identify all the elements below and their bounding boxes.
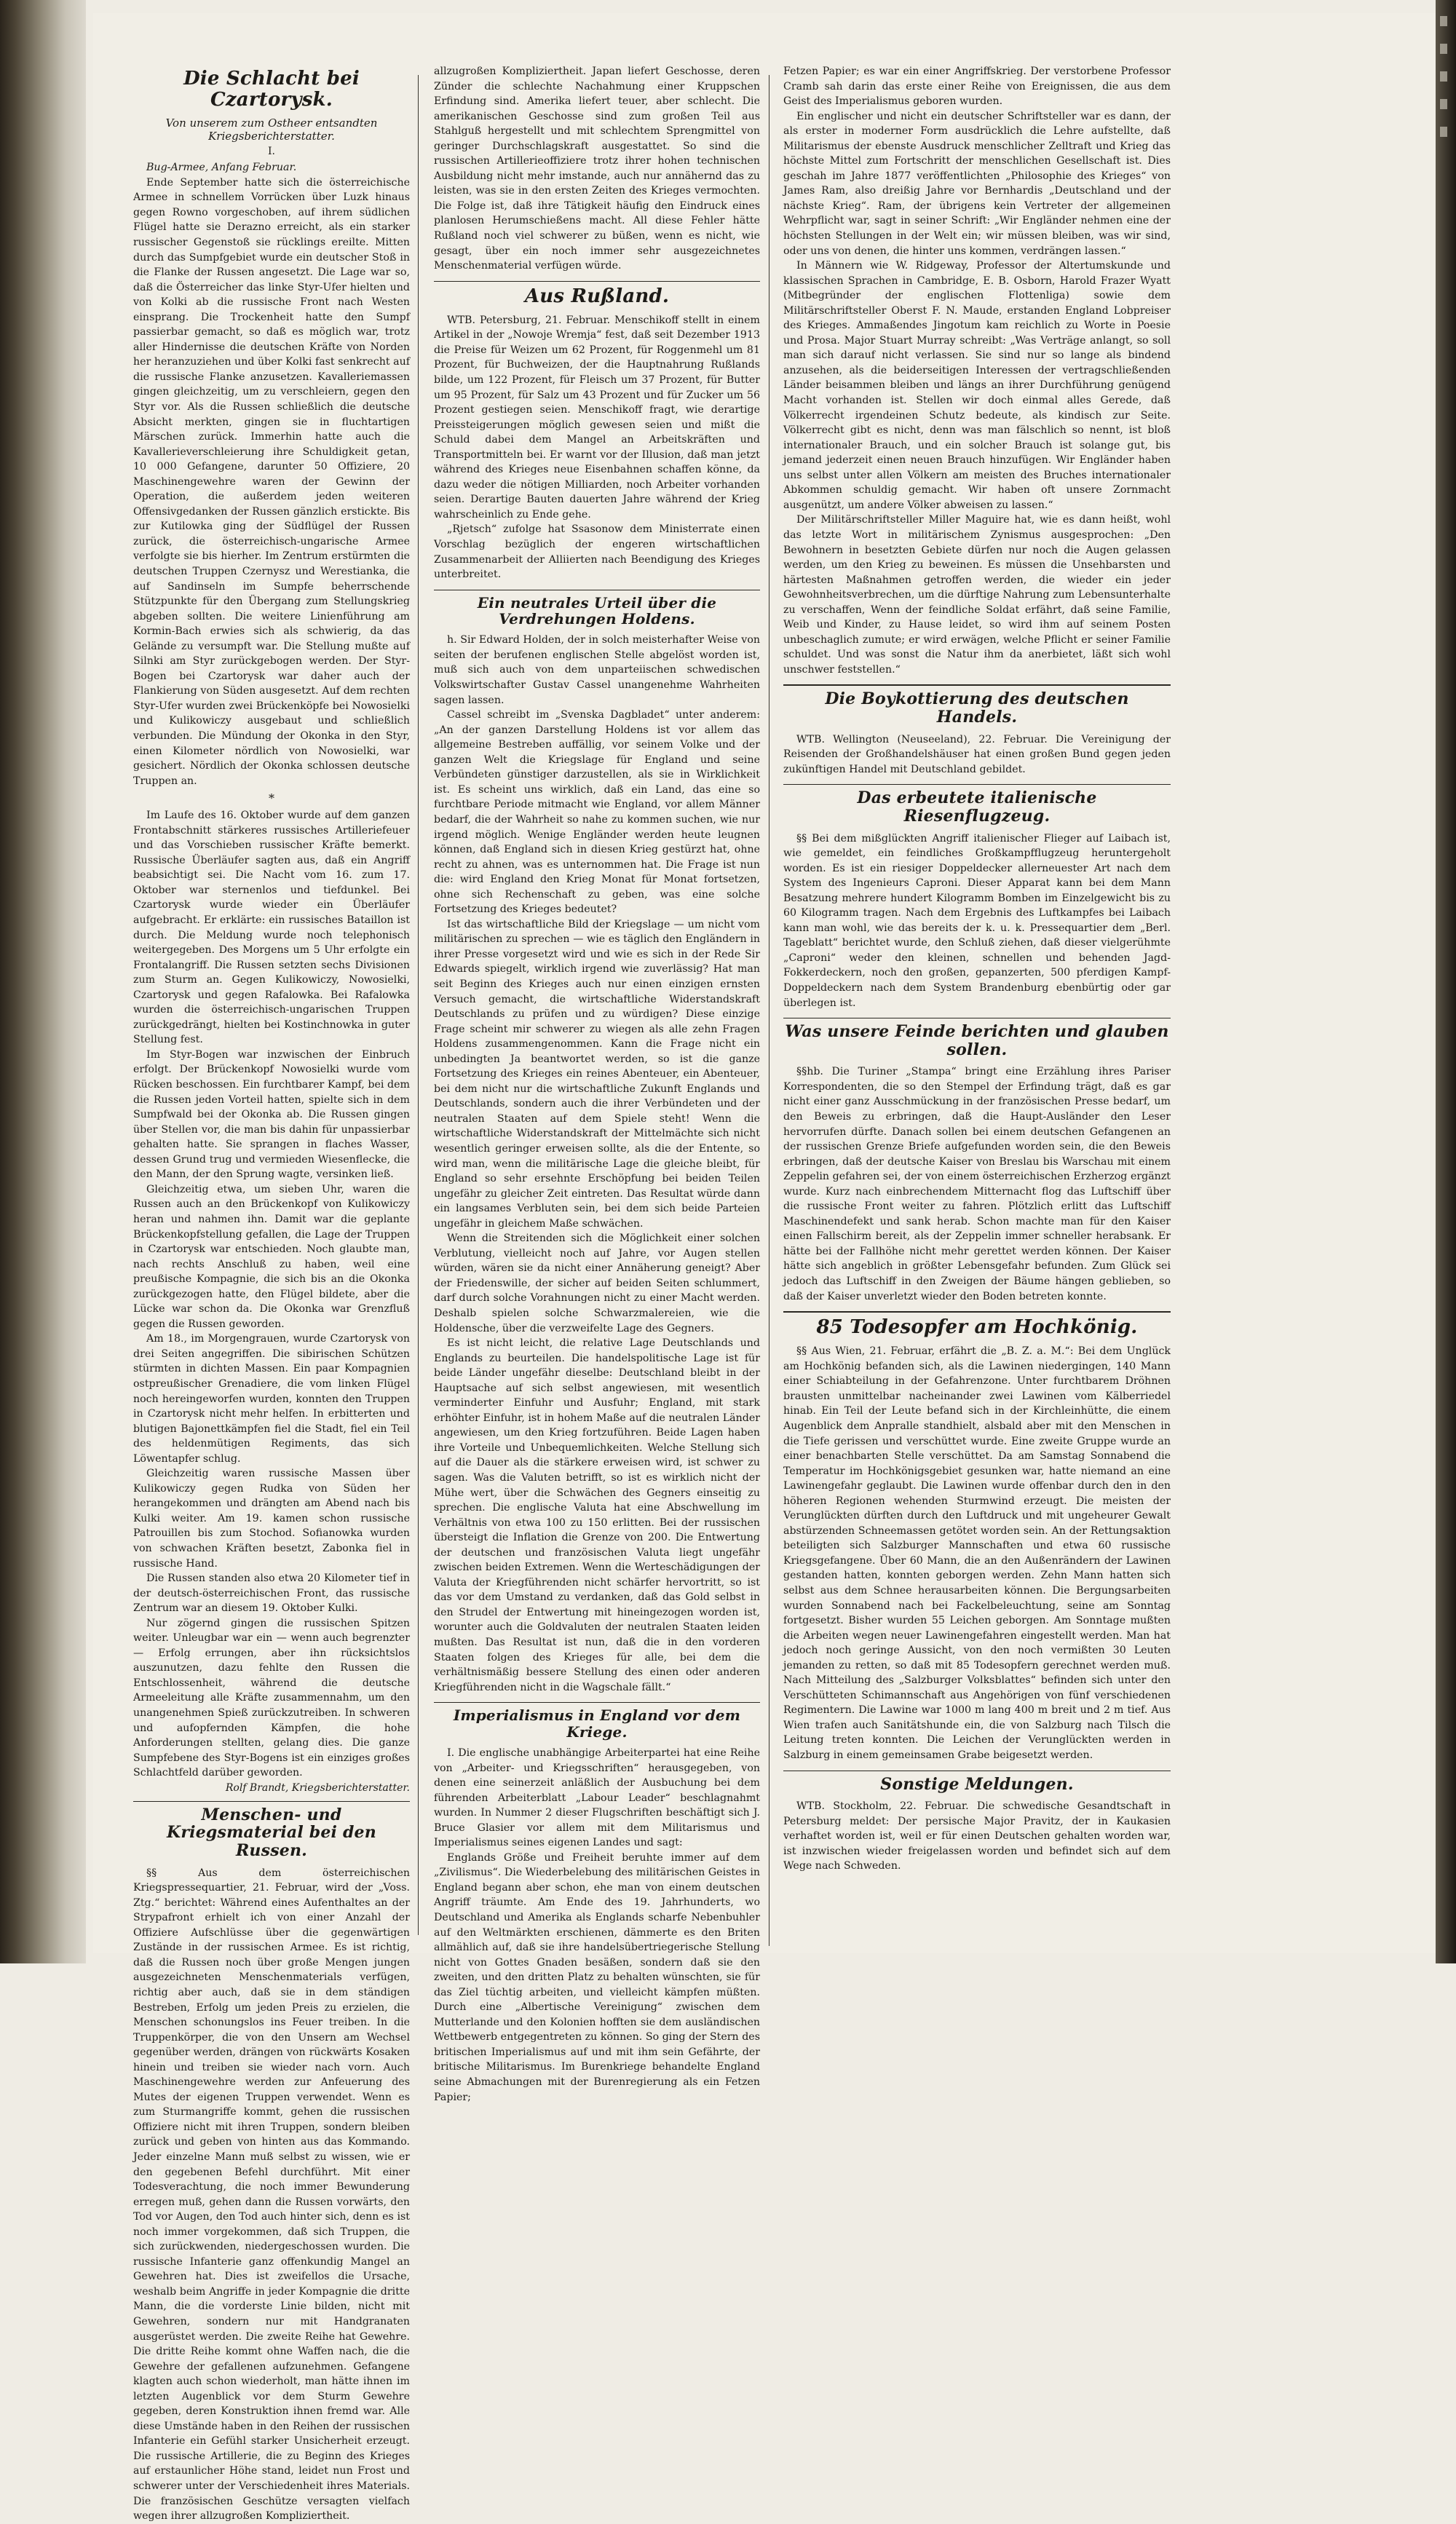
article-divider [783,684,1171,686]
article-title-riesenflugzeug: Das erbeutete italienische Riesenflugzeug. [857,788,1097,826]
author-signature: Rolf Brandt, Kriegsberichterstatter. [225,1781,410,1794]
column-rule-1 [418,75,419,1935]
paragraph: In Männern wie W. Ridgeway, Professor der Altertumskunde und klassischen Sprachen in Cambridge, E. B. Osborn, Harold Frazer Wyatt (Mitbegründer der englischen Flottenliga) sowie dem Militärschriftsteller Oberst F. N. Maude, erstanden England Lobpreiser des Krieges. Ammaßendes Jingotum kam reichlich zu Worte in Poesie und Prosa. Major Stuart Murray schreibt: „Was Verträge anlangt, so soll man sich darauf nicht verlassen. Sie sind nur so lange als bindend anzusehen, als die beiderseitigen Interessen der vertragschließenden Länder beisammen bleiben und längs an ihrer Durchführung genügend Macht vorhanden ist. Stellen wir doch einmal alles Gerede, daß Völkerrecht irgendeinen Schutz bedeute, als kindisch zur Seite. Völkerrecht gibt es nicht, denn was man fälschlich so nennt, ist bloß internationaler Brauch, und ein solcher Brauch ist solange gut, bis jemand jederzeit einen neuen Brauch hinzufügen. Wir Engländer haben uns selbst unter allen Völkern am meisten des Bruches internationaler Abkommen schuldig gemacht. Wir haben oft unsere Zornmacht ausgenützt, um andere Völker abweisen zu lassen.“ [783,260,1171,511]
column-1 [133,64,410,2523]
paragraph: Ende September hatte sich die österreichische Armee in schnellem Vorrücken über Luzk hinaus gegen Rowno vorgeschoben, auf ihrem südlichen Flügel hatte sie Derazno erreicht, als ein starker russischer Gegenstoß sie rücklings ereilte. Mitten durch das Sumpfgebiet wurde ein deutscher Stoß in die Flanke der Russen angesetzt. Die Lage war so, daß die Österreicher das linke Styr-Ufer hielten und von Kolki ab die russische Front nach Westen einsprang. Die Trockenheit hatte den Sumpf passierbar gemacht, so daß es möglich war, trotz aller Hindernisse die deutschen Kräfte von Norden her heranzuziehen und über Kolki fast senkrecht auf die russische Flanke anzusetzen. Kavalleriemassen gingen gleichzeitig, um zu verschleiern, gegen den Styr vor. Als die Russen schließlich die deutsche Absicht merkten, gingen sie in fluchtartigen Märschen zurück. Immerhin hatte auch die Kavallerieverschleierung ihre Schuldigkeit getan, 10 000 Gefangene, darunter 50 Offiziere, 20 Maschinengewehre waren der Gewinn der Operation, die außerdem jeden weiteren Offensivgedanken der Russen gänzlich erstickte. Bis zur Kutilowka ging der Südflügel der Russen zurück, die österreichisch-ungarische Armee verfolgte sie bis hierher. Im Zentrum erstürmten die deutschen Truppen Czernysz und Werestianka, die auf Sandinseln im Sumpfe beherrschende Stützpunkte für den Übergang zum Stellungskrieg abgeben sollten. Die weitere Linienführung am Kormin-Bach erwies sich als schwierig, da das Gelände zu versumpft war. Die Stellung mußte auf Silnki am Styr zurückgebogen werden. Der Styr-Bogen bei Czartorysk war daher auch der Flankierung von Süden ausgesetzt. Auf dem rechten Styr-Ufer wurden zwei Brückenköpfe bei Nowosielki und Kulikowiczy ausgebaut und schließlich verbunden. Die Mündung der Okonka in den Styr, einen Kilometer nördlich von Nowosielki, war gesichert. Nördlich der Okonka schlossen deutsche Truppen an. [133,176,410,787]
paragraph: Cassel schreibt im „Svenska Dagbladet“ unter anderem: „An der ganzen Darstellung Holdens ist vor allem das allgemeine Bestreben auffällig, vor seinem Volke und der ganzen Welt die Kriegslage für England und seine Verbündeten günstiger darzustellen, als sie in Wirklichkeit ist. Es scheint uns wirklich, daß ein Land, das eine so furchtbare Periode mitmacht wie England, vor allem Männer bedarf, die der Wahrheit so nahe zu kommen suchen, wie nur irgend möglich. Wenige Engländer werden heute leugnen können, daß England sich in diesen Krieg gestürzt hat, ohne recht zu ahnen, was es unternommen hat. Die Frage ist nun die: wird England den Krieg Monat für Monat fortsetzen, ohne sich Rechenschaft zu geben, was eine solche Fortsetzung des Krieges bedeutet? [434,709,760,916]
article-title-aus-russland: Aus Rußland. [524,285,670,307]
article-title-boykottierung: Die Boykottierung des deutschen Handels. [825,689,1129,727]
newspaper-page [93,13,1436,2523]
column-3 [783,64,1171,1942]
paragraph: WTB. Petersburg, 21. Februar. Menschikoff stellt in einem Artikel in der „Nowoje Wremja“ fest, daß seit Dezember 1913 die Preise für Weizen um 62 Prozent, für Roggenmehl um 81 Prozent, für Buchweizen, der die Hauptnahrung Rußlands bilde, um 122 Prozent, für Fleisch um 37 Prozent, für Butter um 95 Prozent, für Salz um 43 Prozent und für Zucker um 56 Prozent gestiegen seien. Menschikoff fragt, wie derartige Preissteigerungen möglich gewesen seien und mißt die Schuld dabei dem Mangel an Arbeitskräften und Transportmitteln bei. Er warnt vor der Illusion, daß man jetzt während des Krieges neue Eisenbahnen schaffen könne, da dazu weder die nötigen Milliarden, noch Arbeiter vorhanden seien. Derartige Bauten dauerten Jahre während der Krieg wahrscheinlich zu Ende gehe. [434,314,760,521]
article-divider [434,281,760,282]
paragraph: „Rjetsch“ zufolge hat Ssasonow dem Ministerrate einen Vorschlag bezüglich der engeren wirtschaftlichen Zusammenarbeit der Alliierten nach Beendigung des Krieges unterbreitet. [434,523,760,581]
article-title-holden: Ein neutrales Urteil über die Verdrehungen Holdens. [477,593,717,628]
article-title-feinde-berichten: Was unsere Feinde berichten und glauben sollen. [785,1022,1169,1059]
article-divider [133,1801,410,1802]
section-asterisk: * [269,791,274,806]
paragraph: §§ Aus dem österreichischen Kriegspressequartier, 21. Februar, wird der „Voss. Ztg.“ berichtet: Während eines Aufenthaltes an der Strypafront erhielt ich von einer Anzahl der Offiziere Aufschlüsse über die gegenwärtigen Zustände in der russischen Armee. Es ist richtig, daß die Russen noch über große Mengen jungen ausgezeichneten Menschenmaterials verfügen, richtig aber auch, daß sie in dem ständigen Bestreben, Erfolg um jeden Preis zu erzielen, die Menschen schonungslos ins Feuer treiben. In die Truppenkörper, die von den Unsern am Wechsel gegenüber werden, drängen von rückwärts Kosaken hinein und treiben sie wieder nach vorn. Auch Maschinengewehre werden zur Anfeuerung des Mutes der eigenen Truppen verwendet. Wenn es zum Sturmangriffe kommt, gehen die russischen Offiziere nicht mit ihren Truppen, sondern bleiben zurück und geben von hinten aus das Kommando. Jeder einzelne Mann muß selbst zu wissen, wie er den gegebenen Befehl durchführt. Mit einer Todesverachtung, die noch immer Bewunderung erregen muß, gehen dann die Russen vorwärts, den Tod vor Augen, den Tod auch hinter sich, denn es ist noch immer vorgekommen, daß sich Truppen, die sich zurückwenden, niedergeschossen wurden. Die russische Infanterie ganz offenkundig Mangel an Gewehren hat. Dies ist zweifellos die Ursache, weshalb beim Angriffe in jeder Kompagnie die dritte Mann, die die vorderste Linie bilden, nicht mit Gewehren, sondern nur mit Handgranaten ausgerüstet werden. Die zweite Reihe hat Gewehre. Die dritte Reihe kommt ohne Waffen nach, die die Gewehre der gefallenen aufzunehmen. Gefangene klagten auch schon wiederholt, man hätte ihnen im letzten Augenblick vor dem Sturm Gewehre gegeben, deren Konstruktion ihnen fremd war. Alle diese Umstände haben in den Reihen der russischen Infanterie ein Gefühl starker Unsicherheit erzeugt. Die russische Artillerie, die zu Beginn des Krieges auf erstaunlicher Höhe stand, leidet nun Frost und schwerer unter der Verschiedenheit ihres Materials. Die französischen Geschütze versagten vielfach wegen ihrer allzugroßen Kompliziertheit. [133,1867,410,2523]
article-title-hochkoenig: 85 Todesopfer am Hochkönig. [816,1316,1138,1339]
paragraph: Der Militärschriftsteller Miller Maguire hat, wie es dann heißt, wohl das letzte Wort in militärischem Zynismus ausgesprochen: „Den Bewohnern in besetzten Gebiete dürfen nur noch die Augen gelassen werden, um den Krieg zu beweinen. Es müssen die Unsehbarsten und härtesten Maßnahmen getroffen werden, die wieder ein jeder Gewohnheitsverbrechen, um die dürftige Nahrung zum Lebensunterhalte zu verschaffen, Wenn der feindliche Soldat erfährt, daß seine Familie, Weib und Kinder, zu Hause leidet, so wird ihm auf seinem Posten unbeschaglich zumute; er wird erwägen, welche Pflicht er seiner Familie schuldet. Und was sonst die Natur ihm da anerbietet, läßt sich wohl unschwer feststellen.“ [783,514,1171,676]
column-2 [434,64,760,2103]
paragraph: Nur zögernd gingen die russischen Spitzen weiter. Unleugbar war ein — wenn auch begrenzter — Erfolg errungen, aber ihn rücksichtslos auszunutzen, dazu fehlte den Russen die Entschlossenheit, während die deutsche Armeeleitung alle Kräfte zusammennahm, um den unangenehmen Spieß zurückzutreiben. In schweren und aufopfernden Kämpfen, die hohe Anforderungen stellten, gelang dies. Die ganze Sumpfebene des Styr-Bogens ist ein einziges großes Schlachtfeld darüber geworden. [133,1617,410,1779]
paragraph: allzugroßen Kompliziertheit. Japan liefert Geschosse, deren Zünder die schlechte Nachahmung einer Kruppschen Erfindung sind. Amerika liefert teuer, aber schlecht. Die amerikanischen Geschosse sind zum großen Teil aus Stahlguß hergestellt und mit schlechtem Sprengmittel von geringer Durchschlagskraft ausgestattet. So sind die russischen Artillerieoffiziere trotz ihrer hohen technischen Ausbildung nicht mehr imstande, auch nur annähernd das zu leisten, was sie in den ersten Zeiten des Krieges vermochten. Die Folge ist, daß ihre Tätigkeit häufig den Eindruck eines planlosen Herumschießens macht. All diese Fehler hätte Rußland noch viel schwerer zu büßen, wenn es nicht, wie gesagt, über ein noch immer sehr ausgezeichnetes Menschenmaterial verfügen würde. [434,66,760,272]
dateline: Bug-Armee, Anfang Februar. [146,162,297,174]
paragraph: Die Russen standen also etwa 20 Kilometer tief in der deutsch-österreichischen Front, das russische Zentrum war an diesem 19. Oktober Kulki. [133,1572,410,1615]
article-title-imperialismus: Imperialismus in England vor dem Kriege. [453,1706,741,1741]
article-divider [783,1311,1171,1313]
paragraph: Gleichzeitig waren russische Massen über Kulikowiczy gegen Rudka von Süden her herangekommen und drängten am Abend nach bis Kulki weiter. Am 19. kamen schon russische Patrouillen bis zum Stochod. Sofianowka wurden von schwachen Kräften besetzt, Zabonka fiel in russische Hand. [133,1468,410,1570]
paragraph: §§ Bei dem mißglückten Angriff italienischer Flieger auf Laibach ist, wie gemeldet, ein feindliches Großkampfflugzeug heruntergeholt worden. Es ist ein riesiger Doppeldecker allerneuester Art nach dem System des Ingenieurs Caproni. Dieser Apparat kann bei dem Mann Besatzung mehrere hundert Kilogramm Bomben im Einzelgewicht bis zu 60 Kilogramm tragen. Nach dem Ergebnis des Luftkampfes bei Laibach kann man wohl, wie das bereits der k. u. k. Pressequartier dem „Berl. Tageblatt“ berichtet wurde, den Schluß ziehen, daß dieser vielgerühmte „Caproni“ weder den kleinen, schnellen und behenden Jagd-Fokkerdeckern, noch den großen, gepanzerten, 500 pferdigen Kampf-Doppeldeckern nach dem System Brandenburg ebenbürtig oder gar überlegen ist. [783,832,1171,1009]
article-title-czartorysk: Die Schlacht bei Czartorysk. [183,68,360,111]
article-subtitle: Von unserem zum Ostheer entsandten Kriegsberichterstatter. [165,116,378,143]
paragraph: §§hb. Die Turiner „Stampa“ bringt eine Erzählung ihres Pariser Korrespondenten, die so den Stempel der Erfindung trägt, daß es gar nicht einer ganz Ausschmückung in der französischen Presse bedarf, um den Beweis zu erbringen, daß die Haupt-Ausländer den Leser hervorrufen dürfte. Danach sollen bei einem deutschen Gefangenen an der russischen Grenze Briefe aufgefunden worden sein, die den Beweis erbringen, daß der deutsche Kaiser von Breslau bis Warschau mit einem Zeppelin gefahren sei, der von einem österreichischen Erzherzog ergänzt wurde. Kurz nach einbrechendem Mitternacht flog das Luftschiff über die russische Front weiter zu fahren. Plötzlich erlitt das Luftschiff Maschinendefekt und sank herab. Schon machte man für den Kaiser einen Fallschirm bereit, als der Zeppelin immer schneller herabsank. Er hätte bei der Fallhöhe nicht mehr gerettet werden können. Der Kaiser hätte sich angeblich in größter Lebensgefahr befunden. Zum Glück sei jedoch das Luftschiff in den Zweigen der Bäume hängen geblieben, so daß der Kaiser unverletzt wieder den Boden betreten konnte. [783,1066,1171,1302]
paragraph: Im Laufe des 16. Oktober wurde auf dem ganzen Frontabschnitt stärkeres russisches Artilleriefeuer und das Vorschieben russischer Kräfte bemerkt. Russische Überläufer sagten aus, daß ein Angriff beabsichtigt sei. Die Nacht vom 16. zum 17. Oktober war sternenlos und tiefdunkel. Bei Czartorysk wurde wieder ein Überläufer aufgebracht. Er erklärte: ein russisches Bataillon ist durch. Die Meldung wurde noch telephonisch weitergegeben. Des Morgens um 5 Uhr erfolgte ein Frontalangriff. Die Russen setzten sechs Divisionen zum Sturm an. Gegen Kulikowiczy, Nowosielki, Czartorysk und gegen Rafalowka. Bei Rafalowka wurden die österreichisch-ungarischen Truppen zurückgedrängt, hielten bei Kostinchnowka in guter Stellung fest. [133,810,410,1046]
paragraph: §§ Aus Wien, 21. Februar, erfährt die „B. Z. a. M.“: Bei dem Unglück am Hochkönig befanden sich, als die Lawinen niedergingen, 140 Mann einer Schiabteilung in der Gefahrenzone. Unter furchtbarem Dröhnen brausten unmittelbar nacheinander zwei Lawinen vom Kälberriedel hinab. Ein Teil der Leute befand sich in der Kirchleinhütte, die einem Augenblick dem Anpralle standhielt, alsbald aber mit den Menschen in die Tiefe gerissen und verschüttet wurde. Eine zweite Gruppe wurde an einer benachbarten Stelle verschüttet. Da am Samstag Sonnabend die Temperatur im Hochkönigsgebiet gesunken war, hatte niemand an eine Lawinengefahr geglaubt. Die Lawinen wurde offenbar durch den in den höheren Regionen wehenden Sturmwind erzeugt. Die meisten der Verunglückten dürften durch den Luftdruck und mit ungeheurer Gewalt abstürzenden Schneemassen getötet worden sein. An der Rettungsaktion beteiligten sich Salzburger Mannschaften und etwa 60 russische Kriegsgefangene. Über 60 Mann, die an den Außenrändern der Lawinen gestanden hatten, konnten geborgen werden. Zehn Mann hatten sich selbst aus dem Schnee herausarbeiten können. Die Bergungsarbeiten wurden Sonnabend nach bei Fackelbeleuchtung, seine am Sonntag fortgesetzt. Bisher wurden 55 Leichen geborgen. Am Sonntage mußten die Arbeiten wegen neuer Lawinengefahren eingestellt werden. Man hat jedoch noch geringe Aussicht, von den noch vermißten 30 Leuten jemanden zu retten, so daß mit 85 Todesopfern gerechnet werden muß. Nach Mitteilung des „Salzburger Volksblattes“ befinden sich unter den Verschütteten Schimannschaft aus Angehörigen von fünf verschiedenen Regimentern. Die Lawine war 1000 m lang 400 m breit und 2 m tief. Aus Wien trafen auch Sanitätshunde ein, die von Salzburg nach Tilsch die Leitung treten konnten. Die Leichen der Verunglückten werden in Salzburg in einem gemeinsamen Grabe beigesetzt werden. [783,1345,1171,1761]
paragraph: Gleichzeitig etwa, um sieben Uhr, waren die Russen auch an den Brückenkopf von Kulikowiczy heran und nahmen ihn. Damit war die geplante Brückenkopfstellung gefallen, die Lage der Truppen in Czartorysk war entschieden. Noch glaubte man, nach rechts Anschluß zu haben, weil eine preußische Kompagnie, die sich bis an die Okonka zurückgezogen hatte, den Flügel bildete, aber die Lücke war schon da. Die Okonka war Grenzfluß gegen die Russen geworden. [133,1183,410,1330]
section-number: I. [268,146,275,158]
paragraph: Es ist nicht leicht, die relative Lage Deutschlands und Englands zu beurteilen. Die handelspolitische Lage ist für beide Länder ungefähr dieselbe: Deutschland bleibt in der Hauptsache auf sich selbst angewiesen, mit wesentlich verminderter Einfuhr und Ausfuhr; England, mit stark erhöhter Einfuhr, ist in hohem Maße auf die neutralen Länder angewiesen, um den Krieg fortzuführen. Beide Lagen haben ihre Vorteile und Unbequemlichkeiten. Welche Stellung sich auf die Dauer als die stärkere erweisen wird, ist schwer zu sagen. Was die Valuten betrifft, so ist es wirklich nicht der Mühe wert, über die Schwächen des Gegners einseitig zu sprechen. Die englische Valuta hat eine Abschwellung im Verhältnis von etwa 100 zu 150 erlitten. Bei der russischen übersteigt die Inflation die Grenze von 200. Die Entwertung der deutschen und französischen Valuta liegt ungefähr zwischen beiden Extremen. Wenn die Werteschädigungen der Valuta der Kriegführenden nicht schärfer hervortritt, so ist das vor dem Umstand zu verdanken, daß das Gold selbst in den Strudel der Entwertung mit hineingezogen worden ist, worunter auch die Goldvaluten der neutralen Staaten leiden mußten. Das Resultat ist nun, daß die in den vorderen Staaten folgen des Krieges für alle, bei dem die verhältnismäßig bessere Stellung des einen oder anderen Kriegführenden nicht in die Wagschale fällt.“ [434,1337,760,1693]
paragraph: Fetzen Papier; es war ein einer Angriffskrieg. Der verstorbene Professor Cramb sah darin das erste einer Reihe von Ereignissen, die aus dem Geist des Imperialismus geboren wurden. [783,66,1171,108]
paragraph: Englands Größe und Freiheit beruhte immer auf dem „Zivilismus“. Die Wiederbelebung des militärischen Geistes in England begann aber schon, ehe man von einem deutschen Angriff träumte. Am Ende des 19. Jahrhunderts, wo Deutschland und Amerika als Englands scharfe Nebenbuhler auf den Weltmärkten erschienen, dämmerte es den Briten allmählich auf, daß sie ihre handelsübertriegerische Stellung nicht von Gottes Gnaden besäßen, sondern daß sie den zweiten, und den dritten Platz zu behalten wünschten, sie für das Ziel tüchtig arbeiten, und vielleicht kämpfen müßten. Durch eine „Albertische Vereinigung“ zwischen dem Mutterlande und den Kolonien hofften sie dem ausländischen Wettbewerb entgegentreten zu können. So ging der Stern des britischen Imperialismus auf und mit ihm sein Gefährte, der britische Militarismus. Im Burenkriege behandelte England seine Abmachungen mit der Burenregierung als ein Fetzen Papier; [434,1851,760,2103]
paragraph: h. Sir Edward Holden, der in solch meisterhafter Weise von seiten der berufenen englischen Stelle abgelöst worden ist, muß sich auch von dem unparteiischen schwedischen Volkswirtschafter Gustav Cassel unangenehme Wahrheiten sagen lassen. [434,634,760,706]
article-title-sonstige-meldungen: Sonstige Meldungen. [880,1774,1074,1794]
article-divider [783,784,1171,785]
paragraph: Wenn die Streitenden sich die Möglichkeit einer solchen Verblutung, vielleicht noch auf Jahre, vor Augen stellen würden, wären sie da nicht einer Annäherung geneigt? Aber der Friedenswille, der sicher auf beiden Seiten schlummert, darf durch solche Vorahnungen nicht zu einer Macht werden. Deshalb spielen solche Schwarzmalereien, wie die Holdensche, über die verzweifelte Lage des Gegners. [434,1233,760,1334]
article-divider [434,1702,760,1703]
book-binding [0,0,86,1963]
paragraph: Ist das wirtschaftliche Bild der Kriegslage — um nicht vom militärischen zu sprechen — wie es täglich den Engländern in ihrer Presse vorgesetzt wird und wie es sich in der Rede Sir Edwards spiegelt, wirklich irgend wie zuverlässig? Hat man seit Beginn des Krieges auch nur einen einzigen ernsten Versuch gemacht, die wirtschaftliche Widerstandskraft Deutschlands zu prüfen und zu würdigen? Diese einzige Frage scheint mir schwerer zu wiegen als alle zehn Fragen Holdens zusammengenommen. Kann die Frage nicht ein unbedingten Ja beantwortet werden, so ist die ganze Fortsetzung des Krieges ein reines Abenteuer, ein Abenteuer, bei dem nicht nur die wirtschaftliche Zukunft Englands und Deutschlands, sondern auch die ihrer Verbündeten und der neutralen Staaten auf dem Spiele steht! Wenn die wirtschaftliche Widerstandskraft der Mittelmächte sich nicht wesentlich geringer erweisen sollte, als die der Entente, so wird man, wenn die militärische Lage die gleiche bleibt, für England so sehr ersehnte Erschöpfung bei beiden Teilen ungefähr zu gleicher Zeit eintreten. Das Resultat würde dann ein langsames Verbluten sein, bei dem sich beide Parteien ungefähr in gleichem Maße schwächen. [434,918,760,1230]
page-edge-strip [1436,0,1456,1963]
paragraph: WTB. Stockholm, 22. Februar. Die schwedische Gesandtschaft in Petersburg meldet: Der persische Major Pravitz, der in Kaukasien verhaftet worden ist, weil er für einen Deutschen gehalten worden war, ist inzwischen wieder freigelassen worden und befindet sich auf dem Wege nach Schweden. [783,1800,1171,1872]
paragraph: WTB. Wellington (Neuseeland), 22. Februar. Die Vereinigung der Reisenden der Großhandelshäuser hat einen großen Bund gegen jeden zukünftigen Handel mit Deutschland gebildet. [783,733,1171,775]
paragraph: Ein englischer und nicht ein deutscher Schriftsteller war es dann, der als erster in moderner Form ausdrücklich die Lehre aufstellte, daß Militarismus der ebenste Ausdruck menschlicher Zelltraft und Krieg das höchste Mittel zum Fortschritt der menschlichen Gesellschaft ist. Dies geschah im Jahre 1877 veröffentlichten „Philosophie des Krieges“ von James Ram, also dreißig Jahre vor Bernhardis „Deutschland und der nächste Krieg“. Ram, der übrigens kein Vertreter der allgemeinen Wehrpflicht war, sagt in seiner Schrift: „Wir Engländer nehmen eine der höchsten Stellungen in der Welt ein; wir müssen bleiben, was wir sind, oder uns von denen, die hinter uns kommen, verdrängen lassen.“ [783,110,1171,257]
paragraph: Am 18., im Morgengrauen, wurde Czartorysk von drei Seiten angegriffen. Die sibirischen Schützen stürmten in dichten Massen. Ein paar Kompagnien ostpreußischer Grenadiere, die vom linken Flügel noch hereingeworfen wurden, konnten den Truppen in Czartorysk nicht mehr helfen. In erbitterten und blutigen Bajonettkämpfen fiel die Stadt, fiel ein Teil des heldenmütigen Regiments, das sich Löwentapfer schlug. [133,1333,410,1465]
article-title-menschenmaterial: Menschen- und Kriegsmaterial bei den Russen. [167,1805,376,1860]
paragraph: I. Die englische unabhängige Arbeiterpartei hat eine Reihe von „Arbeiter- und Kriegsschriften“ herausgegeben, von denen eine seinerzeit anläßlich der Ausbuchung bei dem führenden Arbeiterblatt „Labour Leader“ beschlagnahmt wurden. In Nummer 2 dieser Flugschriften beschäftigt sich J. Bruce Glasier vor allem mit dem Militarismus und Imperialismus seines eigenen Landes und sagt: [434,1747,760,1849]
paragraph: Im Styr-Bogen war inzwischen der Einbruch erfolgt. Der Brückenkopf Nowosielki wurde vom Rücken beschossen. Ein furchtbarer Kampf, bei dem die Russen jeden Vorteil hatten, spielte sich in dem Sumpfwald bei der Okonka ab. Die Russen gingen über Stellen vor, die man bis dahin für unpassierbar gehalten hatte. Sie sprangen in flaches Wasser, dessen Grund trug und vermieden Wiesenflecke, die den Mann, der den Sprung wagte, versinken ließ. [133,1048,410,1181]
